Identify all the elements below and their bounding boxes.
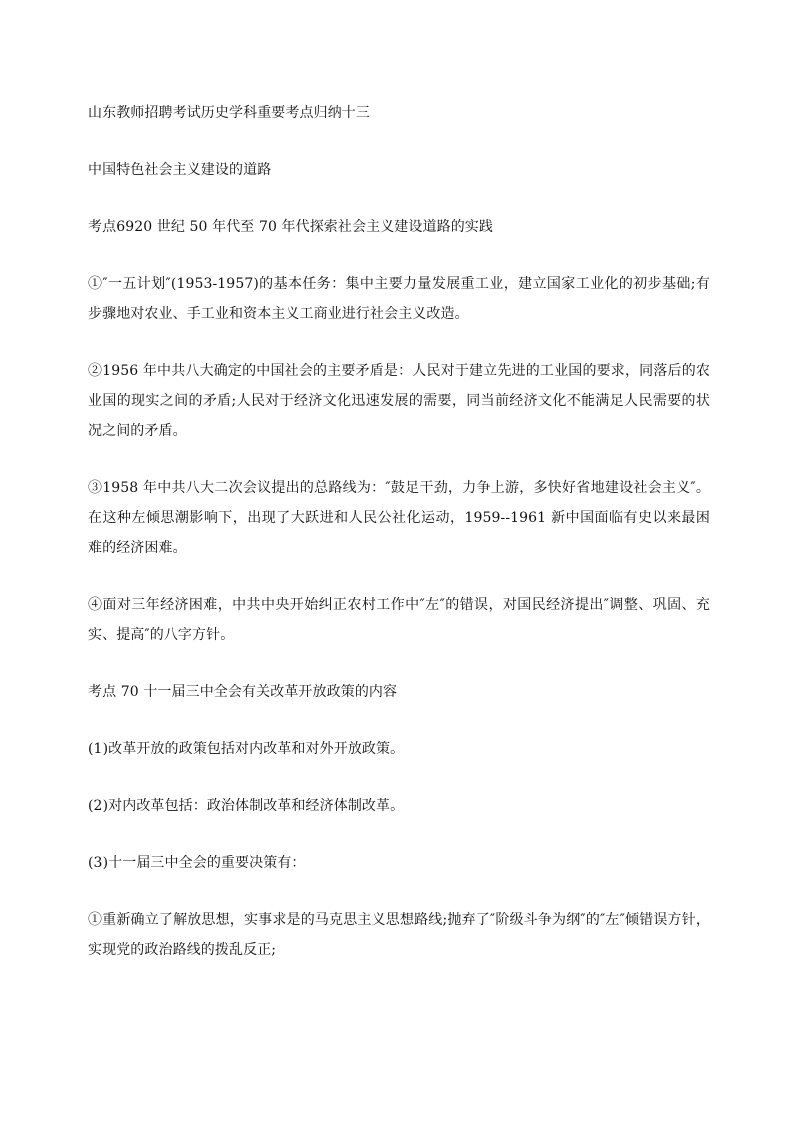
paragraph: ②1956 年中共八大确定的中国社会的主要矛盾是：人民对于建立先进的工业国的要求，同落后的农业国的现实之间的矛盾;人民对于经济文化迅速发展的需要，同当前经济文化不能满足人民需要的状况之间的矛盾。 (88, 363, 710, 439)
list-item: (1)改革开放的政策包括对内改革和对外开放政策。 (88, 741, 405, 757)
list-item: (2)对内改革包括：政治体制改革和经济体制改革。 (88, 798, 405, 814)
exam-point-heading: 考点6920 世纪 50 年代至 70 年代探索社会主义建设道路的实践 (88, 219, 494, 235)
paragraph: ①″一五计划″(1953-1957)的基本任务：集中主要力量发展重工业，建立国家工业化的初步基础;有步骤地对农业、手工业和资本主义工商业进行社会主义改造。 (88, 276, 710, 322)
exam-point-heading: 考点 70 十一届三中全会有关改革开放政策的内容 (88, 684, 398, 700)
paragraph: ④面对三年经济困难，中共中央开始纠正农村工作中″左″的错误，对国民经济提出″调整、巩固、充实、提高″的八字方针。 (88, 597, 710, 643)
list-item: (3)十一届三中全会的重要决策有： (88, 855, 306, 871)
paragraph: ③1958 年中共八大二次会议提出的总路线为：″鼓足干劲，力争上游，多快好省地建设社会主义″。在这种左倾思潮影响下，出现了大跃进和人民公社化运动，1959--1961 新中国面临有史以来最困难的经济困难。 (88, 480, 710, 556)
section-heading: 中国特色社会主义建设的道路 (88, 162, 272, 178)
document-body (88, 98, 710, 992)
paragraph: ①重新确立了解放思想，实事求是的马克思主义思想路线;抛弃了″阶级斗争为纲″的″左″倾错误方针，实现党的政治路线的拨乱反正; (88, 912, 710, 958)
document-title: 山东教师招聘考试历史学科重要考点归纳十三 (88, 105, 370, 121)
